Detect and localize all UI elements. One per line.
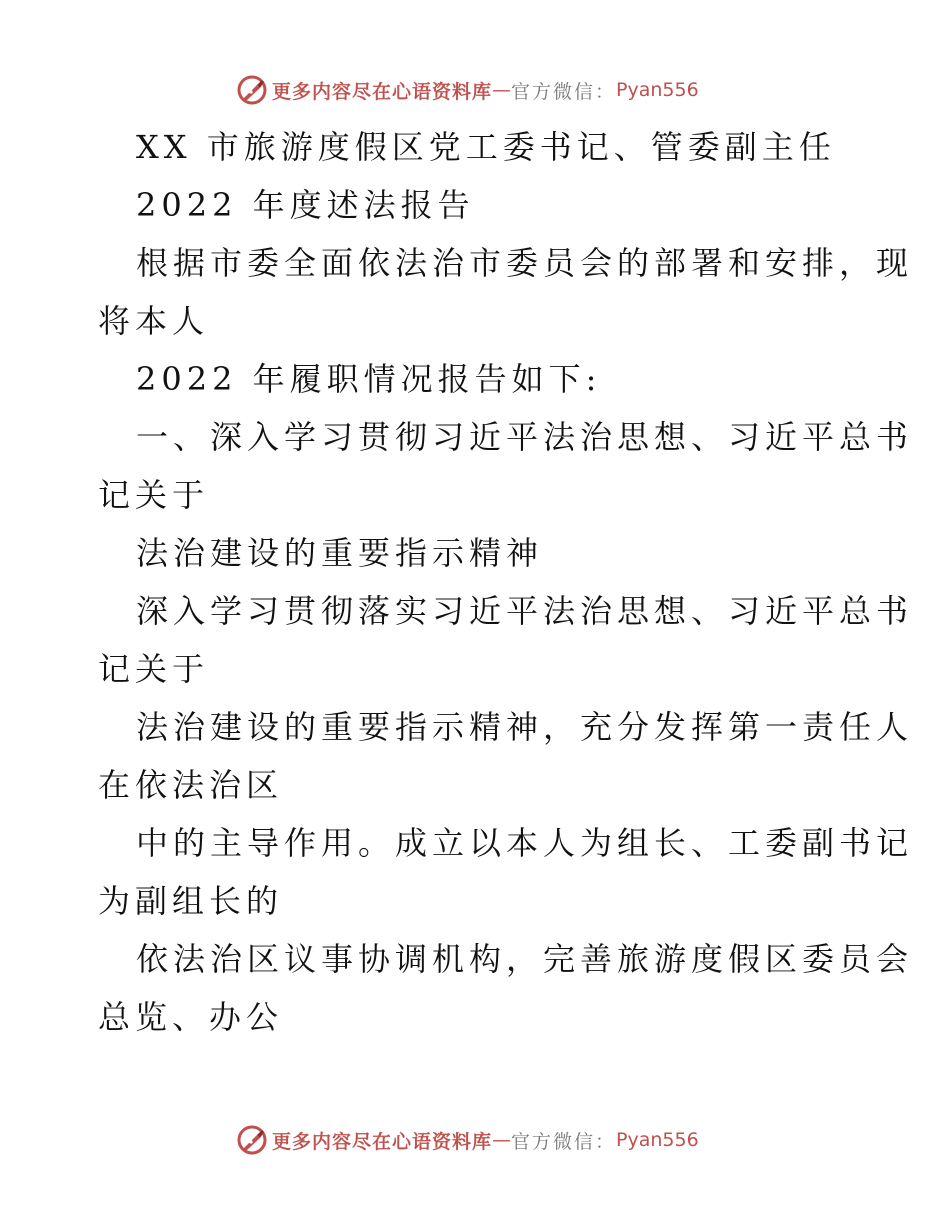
banner-wechat-id: Pyan556 bbox=[616, 1129, 699, 1151]
document-body bbox=[98, 118, 914, 1046]
paragraph-line: 为副组长的 bbox=[98, 882, 284, 920]
section-heading-line: 记关于 bbox=[98, 476, 210, 514]
banner-brand-text: 更多内容尽在心语资料库 bbox=[272, 1130, 493, 1153]
paragraph-line: 根据市委全面依法治市委员会的部署和安排，现 bbox=[136, 244, 914, 282]
banner-dash: — bbox=[492, 79, 512, 101]
document-title-line-2: 2022 年度述法报告 bbox=[136, 186, 475, 224]
paragraph-line: 深入学习贯彻落实习近平法治思想、习近平总书 bbox=[136, 592, 914, 630]
banner-wechat-label: 官方微信： bbox=[511, 1130, 617, 1153]
fountain-pen-logo-icon bbox=[236, 1124, 268, 1156]
fountain-pen-logo-icon bbox=[236, 74, 268, 106]
section-heading-line: 一、深入学习贯彻习近平法治思想、习近平总书 bbox=[136, 418, 914, 456]
paragraph-line: 总览、办公 bbox=[98, 998, 284, 1036]
paragraph-line: 将本人 bbox=[98, 302, 210, 340]
document-title-line-1: XX 市旅游度假区党工委书记、管委副主任 bbox=[136, 128, 836, 166]
paragraph-line: 中的主导作用。成立以本人为组长、工委副书记 bbox=[136, 824, 914, 862]
paragraph-line: 2022 年履职情况报告如下: bbox=[136, 360, 602, 398]
section-heading-line: 法治建设的重要指示精神 bbox=[136, 534, 544, 572]
banner-brand-text: 更多内容尽在心语资料库 bbox=[272, 80, 493, 103]
footer-watermark-banner bbox=[236, 1123, 699, 1157]
paragraph-line: 在依法治区 bbox=[98, 766, 284, 804]
paragraph-line: 记关于 bbox=[98, 650, 210, 688]
banner-wechat-label: 官方微信： bbox=[511, 80, 617, 103]
banner-wechat-id: Pyan556 bbox=[616, 79, 699, 101]
banner-dash: — bbox=[492, 1129, 512, 1151]
paragraph-line: 依法治区议事协调机构，完善旅游度假区委员会 bbox=[136, 940, 914, 978]
header-watermark-banner bbox=[236, 73, 699, 107]
paragraph-line: 法治建设的重要指示精神，充分发挥第一责任人 bbox=[136, 708, 914, 746]
